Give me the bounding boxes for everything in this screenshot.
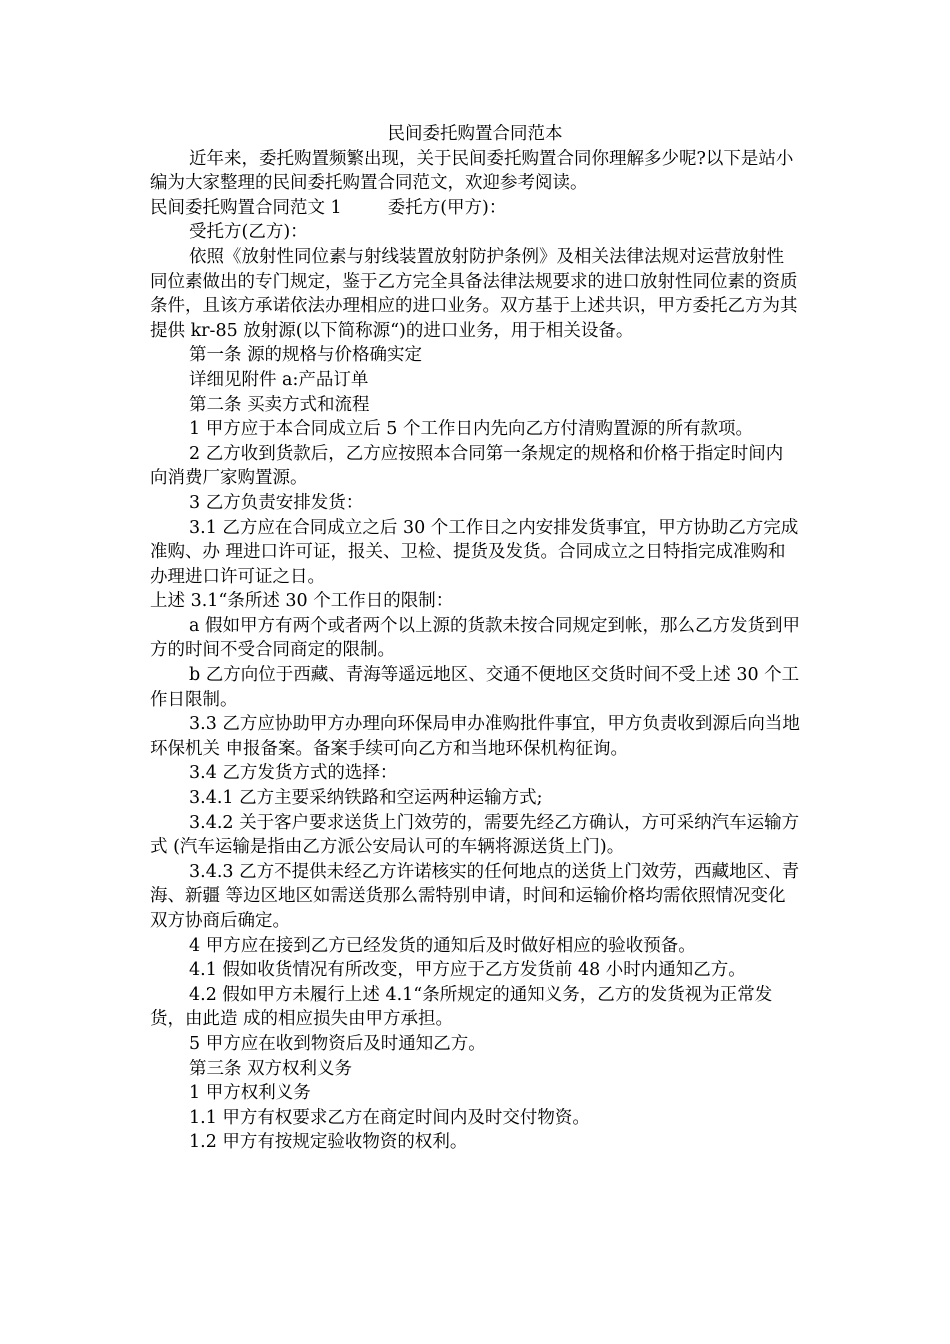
clause: 3.1 乙方应在合同成立之后 30 个工作日之内安排发货事宜，甲方协助乙方完成准购、办 理进口许可证，报关、卫检、提货及发货。合同成立之日特指完成准购和办理进口许可证之日。: [150, 517, 799, 587]
clause: 3.4.2 关于客户要求送货上门效劳的，需要先经乙方确认，方可采纳汽车运输方式 (汽车运输是指由乙方派公安局认可的车辆将源送货上门)。: [150, 812, 800, 858]
paragraph: 详细见附件 a:产品订单: [189, 369, 369, 390]
clause: 1.2 甲方有按规定验收物资的权利。: [189, 1132, 468, 1153]
party-a-label: 委托方(甲方)：: [387, 197, 507, 218]
clause: 1 甲方应于本合同成立后 5 个工作日内先向乙方付清购置源的所有款项。: [189, 419, 753, 440]
clause: 4.2 假如甲方未履行上述 4.1“条所规定的通知义务，乙方的发货视为正常发货，由此造 成的相应损失由甲方承担。: [150, 984, 773, 1030]
sample-label: 民间委托购置合同范文 1: [150, 197, 342, 218]
article-heading: 第一条 源的规格与价格确实定: [189, 345, 423, 366]
clause: 4 甲方应在接到乙方已经发货的通知后及时做好相应的验收预备。: [189, 935, 696, 956]
clause: a 假如甲方有两个或者两个以上源的货款未按合同规定到帐，那么乙方发货到甲方的时间不受合同商定的限制。: [150, 615, 800, 661]
sample-heading-line: [150, 196, 800, 221]
clause: 3.4.1 乙方主要采纳铁路和空运两种运输方式;: [189, 788, 543, 809]
article-heading: 第二条 买卖方式和流程: [189, 394, 370, 415]
article-heading: 第三条 双方权利义务: [189, 1058, 353, 1079]
clause: 3.4 乙方发货方式的选择：: [189, 763, 398, 784]
clause-note: 上述 3.1“条所述 30 个工作日的限制：: [150, 591, 454, 612]
intro-paragraph: 近年来，委托购置频繁出现，关于民间委托购置合同你理解多少呢?以下是站小编为大家整理的民间委托购置合同范文，欢迎参考阅读。: [150, 148, 794, 194]
clause: 3.4.3 乙方不提供未经乙方许诺核实的任何地点的送货上门效劳，西藏地区、青海、新疆 等边区地区如需送货那么需特别申请，时间和运输价格均需依照情况变化双方协商后确定。: [150, 861, 800, 931]
clause: 3 乙方负责安排发货：: [189, 492, 364, 513]
clause: 1.1 甲方有权要求乙方在商定时间内及时交付物资。: [189, 1107, 590, 1128]
paragraph: 依照《放射性同位素与射线装置放射防护条例》及相关法律法规对运营放射性同位素做出的专门规定，鉴于乙方完全具备法律法规要求的进口放射性同位素的资质条件，且该方承诺依法办理相应的进口业务。双方基于上述共识，甲方委托乙方为其提供 kr-85 放射源(以下简称源“)的进口业务，用于相关设备。: [150, 246, 798, 341]
document-title: 民间委托购置合同范本: [387, 124, 563, 144]
clause: 5 甲方应在收到物资后及时通知乙方。: [189, 1033, 486, 1054]
clause: b 乙方向位于西藏、青海等遥远地区、交通不便地区交货时间不受上述 30 个工作日限制。: [150, 665, 800, 710]
document-body: [150, 122, 800, 1155]
clause: 1 甲方权利义务: [189, 1083, 311, 1104]
clause: 3.3 乙方应协助甲方办理向环保局申办准购批件事宜，甲方负责收到源后向当地环保机关 申报备案。备案手续可向乙方和当地环保机构征询。: [150, 714, 800, 759]
clause: 4.1 假如收货情况有所改变，甲方应于乙方发货前 48 小时内通知乙方。: [189, 960, 746, 981]
party-b-label: 受托方(乙方)：: [189, 222, 308, 243]
clause: 2 乙方收到货款后，乙方应按照本合同第一条规定的规格和价格于指定时间内向消费厂家购置源。: [150, 443, 784, 489]
